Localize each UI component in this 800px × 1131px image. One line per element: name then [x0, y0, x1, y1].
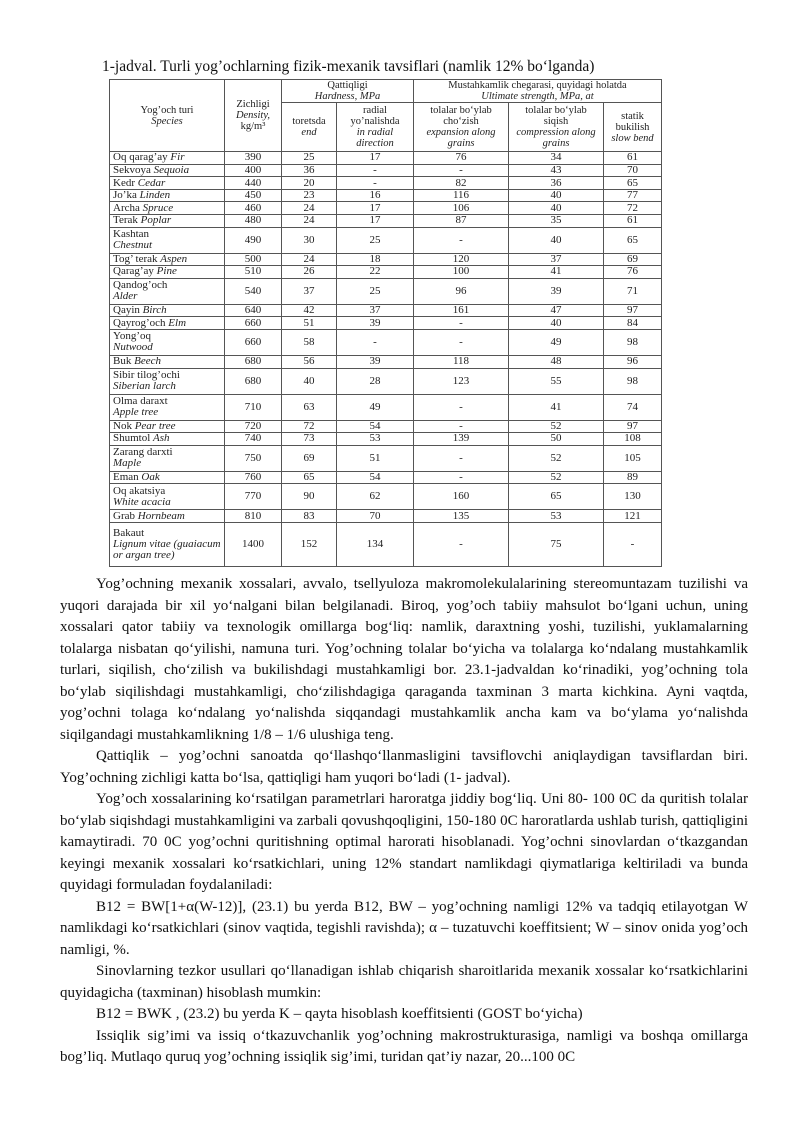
bend-cell: 108 — [604, 433, 662, 446]
compression-cell: 34 — [509, 152, 604, 165]
bend-cell: 98 — [604, 329, 662, 355]
bend-cell: 96 — [604, 355, 662, 368]
species-en: Elm — [168, 316, 187, 329]
tension-cell: 76 — [414, 152, 509, 165]
paragraph: Yog’ochning mexanik xossalari, avvalo, tsellyuloza makromolekulalarining stereomuntazam tuzilishi va yuqori darajada bir xil yo‘nalgani bilan belgilanadi. Biroq, yog’och tabiiy mahsulot bo‘lgani uchun, uning xossalari qator tabiiy va texnologik omillarga bog‘liq: namlik, daraxtning yoshi, tuzilishi, yuklamalarning tolalarga nisbatan qo‘yilishi, namuna turi. Yog’ochning tolalar bo‘yicha va tolalarga ko‘ndalang mustahkamlik turlari, siqilish, cho‘zilish va bukilishdagi mustahkamligi bor. 23.1-jadvaldan ko‘rinadiki, yog’ochning tola bo‘ylab siqilishdagi mustahkamligi, cho‘zilishdagiga qaraganda taxminan 3 marta kichkina. Ayni vaqtda, yog’ochni tolaga ko‘ndalang yo‘nalishda siqqandagi mustahkamlik ancha kam va bo‘ylama yo‘nalishda siqilgandagi mustahkamlikning 1/8 – 1/6 ulushiga teng. — [60, 576, 748, 743]
compression-cell: 43 — [509, 164, 604, 177]
species-uz: Zarang darxti — [113, 446, 173, 459]
radial-cell: 17 — [337, 215, 414, 228]
species-uz: Oq akatsiya — [113, 484, 166, 497]
species-cell — [110, 189, 225, 202]
compression-cell: 41 — [509, 394, 604, 420]
end-cell: 65 — [282, 471, 337, 484]
species-uz: Nok — [113, 419, 132, 432]
species-en: Linden — [139, 189, 171, 202]
table-row — [110, 420, 662, 433]
density-cell: 750 — [225, 445, 282, 471]
species-uz: Shumtol — [113, 432, 151, 445]
species-cell — [110, 164, 225, 177]
bend-cell: 97 — [604, 304, 662, 317]
species-uz: Sibir tilog’ochi — [113, 369, 180, 382]
species-uz: Yong’oq — [113, 330, 152, 343]
species-uz: Bakaut — [113, 526, 145, 539]
end-cell: 37 — [282, 278, 337, 304]
tension-cell: 120 — [414, 253, 509, 266]
tension-cell: 87 — [414, 215, 509, 228]
species-en: Sequoia — [153, 163, 190, 176]
species-uz: Grab — [113, 509, 135, 522]
bend-cell: 61 — [604, 152, 662, 165]
table-row — [110, 278, 662, 304]
bend-cell: 98 — [604, 368, 662, 394]
compression-cell: 48 — [509, 355, 604, 368]
bend-cell: 130 — [604, 484, 662, 510]
compression-cell: 36 — [509, 177, 604, 190]
species-cell — [110, 177, 225, 190]
tension-cell: 116 — [414, 189, 509, 202]
species-uz: Olma daraxt — [113, 395, 168, 408]
table-row — [110, 177, 662, 190]
end-cell: 58 — [282, 329, 337, 355]
radial-cell: 28 — [337, 368, 414, 394]
end-cell: 23 — [282, 189, 337, 202]
tension-cell: - — [414, 522, 509, 566]
hardness-end-en: end — [301, 127, 317, 139]
density-cell: 460 — [225, 202, 282, 215]
end-cell: 40 — [282, 368, 337, 394]
end-cell: 152 — [282, 522, 337, 566]
table-body — [110, 152, 662, 567]
table-row — [110, 189, 662, 202]
end-cell: 25 — [282, 152, 337, 165]
tension-cell: 100 — [414, 266, 509, 279]
species-uz: Archa — [113, 201, 140, 214]
tension-en: expansion along grains — [426, 127, 496, 150]
species-en: Spruce — [142, 201, 174, 214]
table-row — [110, 471, 662, 484]
radial-cell: 51 — [337, 445, 414, 471]
strength-header-en: Ultimate strength, MPa, at — [481, 91, 594, 103]
species-uz: Qarag’ay — [113, 265, 154, 278]
bend-cell: 61 — [604, 215, 662, 228]
table-row — [110, 329, 662, 355]
strength-header-uz: Mustahkamlik chegarasi, quyidagi holatda — [448, 80, 627, 91]
density-cell: 720 — [225, 420, 282, 433]
density-cell: 400 — [225, 164, 282, 177]
end-cell: 83 — [282, 510, 337, 523]
tension-cell: 118 — [414, 355, 509, 368]
density-header-unit: kg/m³ — [240, 121, 266, 133]
species-en: Poplar — [140, 214, 172, 227]
end-cell: 56 — [282, 355, 337, 368]
compression-cell: 40 — [509, 189, 604, 202]
radial-cell: - — [337, 329, 414, 355]
tension-cell: 135 — [414, 510, 509, 523]
species-en: Pear tree — [134, 419, 176, 432]
compression-cell: 65 — [509, 484, 604, 510]
density-cell: 490 — [225, 227, 282, 253]
hardness-header-uz: Qattiqligi — [327, 80, 368, 91]
tension-cell: 123 — [414, 368, 509, 394]
radial-cell: 54 — [337, 420, 414, 433]
species-cell — [110, 355, 225, 368]
paragraph: Sinovlarning tezkor usullari qo‘llanadigan ishlab chiqarish sharoitlarida mexanik xossalar ko‘rsatkichlarini quyidagicha (taxminan) hisoblash mumkin: — [60, 963, 748, 1001]
bend-cell: 77 — [604, 189, 662, 202]
end-cell: 24 — [282, 202, 337, 215]
compression-cell: 75 — [509, 522, 604, 566]
density-header — [225, 80, 282, 152]
bend-cell: 71 — [604, 278, 662, 304]
species-cell — [110, 522, 225, 566]
species-uz: Kashtan — [113, 228, 150, 241]
radial-cell: 39 — [337, 355, 414, 368]
table-row — [110, 355, 662, 368]
end-cell: 30 — [282, 227, 337, 253]
species-uz: Oq qarag’ay — [113, 151, 168, 164]
compression-cell: 47 — [509, 304, 604, 317]
radial-cell: - — [337, 177, 414, 190]
end-cell: 73 — [282, 433, 337, 446]
table-row — [110, 152, 662, 165]
bend-cell: - — [604, 522, 662, 566]
end-cell: 90 — [282, 484, 337, 510]
tension-cell: 96 — [414, 278, 509, 304]
species-header-en: Species — [151, 115, 183, 127]
density-cell: 760 — [225, 471, 282, 484]
compression-cell: 52 — [509, 420, 604, 433]
species-en: Pine — [156, 265, 177, 278]
paragraph: Issiqlik sig’imi va issiq o‘tkazuvchanlik yog’ochning makrostrukturasiga, namligi va boshqa omillarga bog’liq. Mutlaqo quruq yog’ochning issiqlik sig’imi, turidan qat’iy nazar, 20...100 0C — [60, 1027, 748, 1065]
compression-uz: tolalar bo‘ylab siqish — [525, 105, 587, 128]
end-cell: 69 — [282, 445, 337, 471]
species-uz: Buk — [113, 355, 132, 368]
hardness-end-header — [282, 103, 337, 152]
tension-cell: 161 — [414, 304, 509, 317]
species-en: Hornbeam — [137, 509, 185, 522]
wood-properties-table — [109, 79, 662, 567]
tension-cell: 160 — [414, 484, 509, 510]
species-cell — [110, 368, 225, 394]
tension-cell: - — [414, 164, 509, 177]
density-cell: 660 — [225, 317, 282, 330]
species-en: Cedar — [137, 176, 166, 189]
table-row — [110, 253, 662, 266]
density-cell: 680 — [225, 355, 282, 368]
bend-cell: 97 — [604, 420, 662, 433]
species-en: Apple tree — [113, 406, 159, 419]
tension-uz: tolalar bo‘ylab cho‘zish — [430, 105, 492, 128]
compression-cell: 37 — [509, 253, 604, 266]
density-cell: 740 — [225, 433, 282, 446]
tension-cell: - — [414, 329, 509, 355]
tension-cell: 82 — [414, 177, 509, 190]
tension-cell: - — [414, 394, 509, 420]
species-cell — [110, 420, 225, 433]
formula-paragraph: B12 = BW[1+α(W-12)], (23.1) bu yerda B12, BW – yog’ochning namligi 12% va tadqiq etilayotgan W namlikdagi ko‘rsatkichlari (sinov vaqtida, tegishli ravishda); α – tuzatuvchi koeffitsient; W – sinov onida yog’och namligi, %. — [60, 898, 748, 958]
bend-cell: 89 — [604, 471, 662, 484]
table-caption: 1-jadval. Turli yog’ochlarning fizik-mexanik tavsiflari (namlik 12% bo‘lganda) — [102, 58, 595, 75]
species-cell — [110, 215, 225, 228]
radial-cell: 134 — [337, 522, 414, 566]
table-row — [110, 227, 662, 253]
table-row — [110, 266, 662, 279]
compression-cell: 40 — [509, 202, 604, 215]
density-cell: 710 — [225, 394, 282, 420]
species-cell — [110, 227, 225, 253]
species-uz: Qandog’och — [113, 279, 168, 292]
compression-header — [509, 103, 604, 152]
bend-cell: 76 — [604, 266, 662, 279]
end-cell: 36 — [282, 164, 337, 177]
radial-cell: 39 — [337, 317, 414, 330]
radial-cell: 37 — [337, 304, 414, 317]
bend-en: slow bend — [611, 132, 654, 144]
table-row — [110, 510, 662, 523]
species-cell — [110, 202, 225, 215]
end-cell: 63 — [282, 394, 337, 420]
tension-cell: - — [414, 227, 509, 253]
density-cell: 640 — [225, 304, 282, 317]
density-cell: 480 — [225, 215, 282, 228]
species-en: Beech — [134, 355, 161, 368]
hardness-header-en: Hardness, MPa — [314, 91, 381, 103]
radial-cell: 25 — [337, 278, 414, 304]
end-cell: 24 — [282, 253, 337, 266]
radial-cell: 18 — [337, 253, 414, 266]
bend-cell: 70 — [604, 164, 662, 177]
species-cell — [110, 253, 225, 266]
bend-cell: 105 — [604, 445, 662, 471]
compression-cell: 49 — [509, 329, 604, 355]
compression-cell: 39 — [509, 278, 604, 304]
formula-paragraph: B12 = BWK , (23.2) bu yerda K – qayta hisoblash koeffitsienti (GOST bo‘yicha) — [96, 1006, 583, 1022]
species-cell — [110, 394, 225, 420]
density-cell: 450 — [225, 189, 282, 202]
radial-cell: 17 — [337, 202, 414, 215]
bend-cell: 74 — [604, 394, 662, 420]
species-cell — [110, 304, 225, 317]
radial-cell: 70 — [337, 510, 414, 523]
species-en: Oak — [141, 471, 160, 484]
bend-cell: 69 — [604, 253, 662, 266]
tension-cell: - — [414, 317, 509, 330]
species-header — [110, 80, 225, 152]
compression-cell: 53 — [509, 510, 604, 523]
species-uz: Jo’ka — [113, 189, 137, 202]
table-row — [110, 317, 662, 330]
tension-cell: - — [414, 445, 509, 471]
species-en: Alder — [113, 290, 138, 303]
compression-en: compression along grains — [516, 127, 596, 150]
compression-cell: 50 — [509, 433, 604, 446]
species-uz: Qayin — [113, 304, 140, 317]
hardness-radial-uz: radial yo’nalishda — [350, 105, 400, 128]
species-cell — [110, 329, 225, 355]
species-header-uz: Yog’och turi — [140, 104, 194, 116]
species-uz: Terak — [113, 214, 138, 227]
species-en: Maple — [113, 457, 142, 470]
density-header-uz: Zichligi — [236, 98, 270, 110]
table-row — [110, 368, 662, 394]
radial-cell: 53 — [337, 433, 414, 446]
compression-cell: 52 — [509, 445, 604, 471]
species-uz: Kedr — [113, 176, 135, 189]
table-row — [110, 484, 662, 510]
density-cell: 540 — [225, 278, 282, 304]
density-cell: 510 — [225, 266, 282, 279]
species-en: White acacia — [113, 495, 171, 508]
radial-cell: 49 — [337, 394, 414, 420]
species-en: Fir — [170, 151, 185, 164]
species-uz: Sekvoya — [113, 163, 151, 176]
compression-cell: 40 — [509, 227, 604, 253]
hardness-header — [282, 80, 414, 103]
tension-header — [414, 103, 509, 152]
hardness-end-uz: toretsda — [292, 116, 326, 128]
species-en: Chestnut — [113, 239, 153, 252]
species-cell — [110, 510, 225, 523]
table-row — [110, 433, 662, 446]
species-en: Aspen — [160, 252, 188, 265]
radial-cell: 16 — [337, 189, 414, 202]
density-cell: 500 — [225, 253, 282, 266]
paragraph: Yog’och xossalarining ko‘rsatilgan parametrlari haroratga jiddiy bog‘liq. Uni 80- 100 0C da quritish tolalar bo‘ylab siqishdagi mustahkamligini va zarbali qovushqoqligini, 150-180 0C haroratlarda ushlab turish, qattiqligini kamaytiradi. 70 0C yog’ochni quritishning optimal harorati hisoblanadi. Yog’ochni sinovlardan o‘tkazgandan keyingi mexanik xossalari ko‘rsatkichlari, uning 12% standart namlikdagi qiymatlariga keltiriladi va bunda quyidagi formuladan foydalaniladi: — [60, 791, 748, 893]
species-en: Siberian larch — [113, 380, 176, 393]
tension-cell: 139 — [414, 433, 509, 446]
end-cell: 42 — [282, 304, 337, 317]
bend-cell: 121 — [604, 510, 662, 523]
tension-cell: - — [414, 420, 509, 433]
end-cell: 20 — [282, 177, 337, 190]
density-header-en: Density, — [235, 110, 271, 121]
compression-cell: 35 — [509, 215, 604, 228]
compression-cell: 41 — [509, 266, 604, 279]
bend-header — [604, 103, 662, 152]
species-en: Ash — [153, 432, 170, 445]
density-cell: 440 — [225, 177, 282, 190]
bend-cell: 72 — [604, 202, 662, 215]
density-cell: 770 — [225, 484, 282, 510]
bend-cell: 65 — [604, 227, 662, 253]
compression-cell: 55 — [509, 368, 604, 394]
density-cell: 810 — [225, 510, 282, 523]
end-cell: 24 — [282, 215, 337, 228]
species-cell — [110, 317, 225, 330]
end-cell: 51 — [282, 317, 337, 330]
table-row — [110, 215, 662, 228]
end-cell: 26 — [282, 266, 337, 279]
species-cell — [110, 484, 225, 510]
body-text — [60, 574, 748, 1069]
density-cell: 390 — [225, 152, 282, 165]
species-cell — [110, 152, 225, 165]
species-cell — [110, 278, 225, 304]
paragraph: Qattiqlik – yog’ochni sanoatda qo‘llashqo‘llanmasligini tavsiflovchi aniqlaydigan tavsiflardan biri. Yog’ochning zichligi katta bo‘lsa, qattiqligi ham yuqori bo‘ladi (1- jadval). — [60, 748, 748, 786]
species-cell — [110, 471, 225, 484]
hardness-radial-header — [337, 103, 414, 152]
bend-cell: 84 — [604, 317, 662, 330]
table-row — [110, 445, 662, 471]
radial-cell: 62 — [337, 484, 414, 510]
table-row — [110, 522, 662, 566]
table-row — [110, 304, 662, 317]
strength-header — [414, 80, 662, 103]
tension-cell: 106 — [414, 202, 509, 215]
radial-cell: 25 — [337, 227, 414, 253]
density-cell: 1400 — [225, 522, 282, 566]
species-cell — [110, 445, 225, 471]
tension-cell: - — [414, 471, 509, 484]
radial-cell: 22 — [337, 266, 414, 279]
species-en: Birch — [142, 304, 167, 317]
density-cell: 660 — [225, 329, 282, 355]
species-cell — [110, 433, 225, 446]
bend-cell: 65 — [604, 177, 662, 190]
radial-cell: 17 — [337, 152, 414, 165]
species-uz: Qayrog’och — [113, 316, 166, 329]
compression-cell: 52 — [509, 471, 604, 484]
table-row — [110, 394, 662, 420]
radial-cell: 54 — [337, 471, 414, 484]
hardness-radial-en: in radial direction — [356, 127, 394, 150]
bend-uz: statik bukilish — [615, 110, 650, 133]
species-en: Nutwood — [113, 341, 153, 354]
species-cell — [110, 266, 225, 279]
species-en: Lignum vitae (guaiacum or argan tree) — [113, 537, 221, 561]
table-row — [110, 164, 662, 177]
end-cell: 72 — [282, 420, 337, 433]
table-row — [110, 202, 662, 215]
radial-cell: - — [337, 164, 414, 177]
species-uz: Eman — [113, 471, 139, 484]
density-cell: 680 — [225, 368, 282, 394]
compression-cell: 40 — [509, 317, 604, 330]
species-uz: Tog’ terak — [113, 252, 158, 265]
